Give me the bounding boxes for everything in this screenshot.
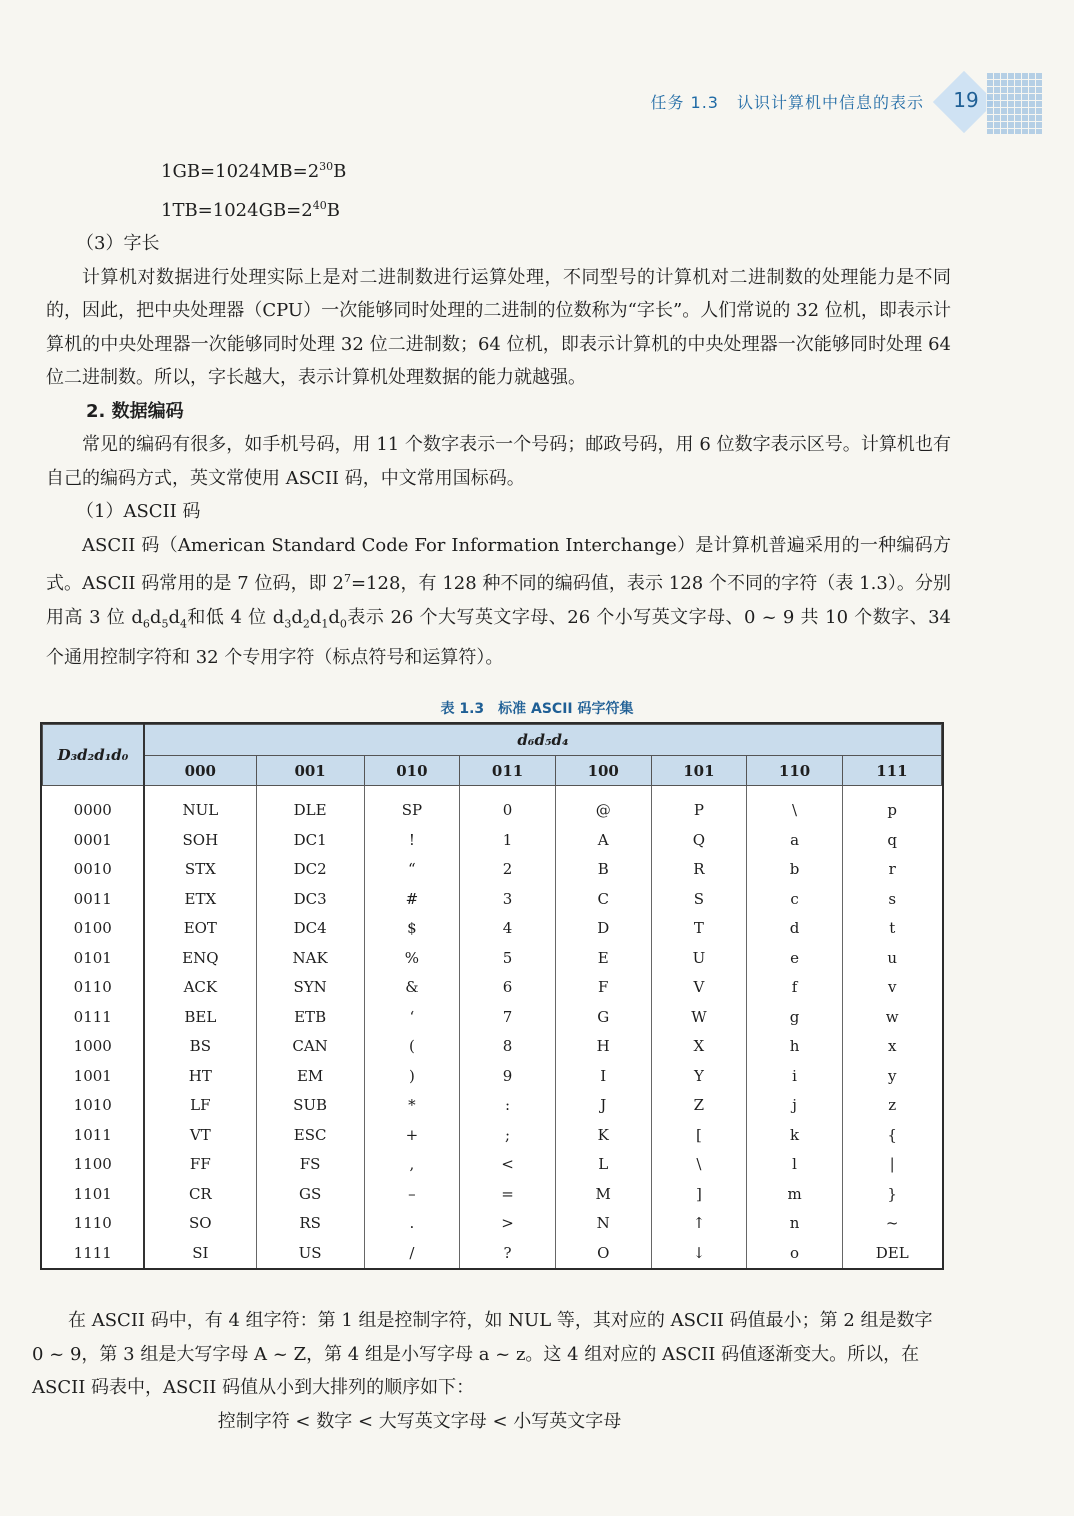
table-cell: ↑	[651, 1209, 747, 1238]
table-cell: h	[747, 1032, 843, 1061]
table-cell: “	[364, 855, 460, 884]
table-cell: D	[555, 914, 651, 943]
row-code-cell: 0001	[43, 826, 145, 855]
table-cell: \	[651, 1150, 747, 1179]
table-cell: V	[651, 973, 747, 1002]
table-cell: EOT	[144, 914, 256, 943]
row-code-cell: 1010	[43, 1091, 145, 1120]
table-cell: L	[555, 1150, 651, 1179]
table-cell: w	[842, 1003, 941, 1032]
table-cell: g	[747, 1003, 843, 1032]
table-cell: ~	[842, 1209, 941, 1238]
row-code-cell: 0000	[43, 786, 145, 826]
table-cell: >	[460, 1209, 556, 1238]
row-code-cell: 0010	[43, 855, 145, 884]
table-cell: 8	[460, 1032, 556, 1061]
row-code-cell: 0101	[43, 944, 145, 973]
table-cell: J	[555, 1091, 651, 1120]
table-cell: b	[747, 855, 843, 884]
table-cell: (	[364, 1032, 460, 1061]
table-cell: i	[747, 1062, 843, 1091]
table-cell: 0	[460, 786, 556, 826]
table-row	[43, 1062, 942, 1091]
table-row	[43, 1091, 942, 1120]
table-cell: \	[747, 786, 843, 826]
table-cell: Z	[651, 1091, 747, 1120]
table-cell: SOH	[144, 826, 256, 855]
table-cell: ;	[460, 1121, 556, 1150]
table-cell: y	[842, 1062, 941, 1091]
row-code-cell: 0111	[43, 1003, 145, 1032]
table-cell: W	[651, 1003, 747, 1032]
table-cell: K	[555, 1121, 651, 1150]
table-cell: l	[747, 1150, 843, 1179]
table-cell: US	[256, 1238, 364, 1268]
table-cell: =	[460, 1179, 556, 1208]
table-cell: A	[555, 826, 651, 855]
table-cell: ETB	[256, 1003, 364, 1032]
table-cell: q	[842, 826, 941, 855]
row-code-cell: 1001	[43, 1062, 145, 1091]
table-cell: 5	[460, 944, 556, 973]
table-cell: 6	[460, 973, 556, 1002]
table-cell: e	[747, 944, 843, 973]
table-row	[43, 973, 942, 1002]
table-cell: B	[555, 855, 651, 884]
column-header: 111	[842, 756, 941, 786]
table-cell: [	[651, 1121, 747, 1150]
table-cell: I	[555, 1062, 651, 1091]
table-cell: U	[651, 944, 747, 973]
table-cell: S	[651, 885, 747, 914]
table-cell: ]	[651, 1179, 747, 1208]
paragraph-encoding: 常见的编码有很多，如手机号码，用 11 个数字表示一个号码；邮政号码，用 6 位数字表示区号。计算机也有自己的编码方式，英文常使用 ASCII 码，中文常用国标码。	[46, 434, 951, 489]
table-cell: v	[842, 973, 941, 1002]
table-cell: &	[364, 973, 460, 1002]
table-caption: 表 1.3 标准 ASCII 码字符集	[440, 701, 634, 717]
table-cell: BEL	[144, 1003, 256, 1032]
table-cell: H	[555, 1032, 651, 1061]
table-cell: 2	[460, 855, 556, 884]
table-cell: CAN	[256, 1032, 364, 1061]
table-cell: X	[651, 1032, 747, 1061]
table-cell: }	[842, 1179, 941, 1208]
table-cell: ACK	[144, 973, 256, 1002]
grid-pattern-icon	[986, 72, 1042, 134]
table-cell: !	[364, 826, 460, 855]
table-cell: +	[364, 1121, 460, 1150]
table-cell: 9	[460, 1062, 556, 1091]
table-cell: p	[842, 786, 941, 826]
table-cell: VT	[144, 1121, 256, 1150]
table-cell: ,	[364, 1150, 460, 1179]
table-cell: N	[555, 1209, 651, 1238]
column-header: 010	[364, 756, 460, 786]
table-cell: EM	[256, 1062, 364, 1091]
table-cell: 1	[460, 826, 556, 855]
table-row	[43, 1150, 942, 1179]
row-code-cell: 1110	[43, 1209, 145, 1238]
table-cell: n	[747, 1209, 843, 1238]
table-cell: SUB	[256, 1091, 364, 1120]
table-cell: G	[555, 1003, 651, 1032]
table-row	[43, 1003, 942, 1032]
column-header: 110	[747, 756, 843, 786]
paragraph-wordlength: 计算机对数据进行处理实际上是对二进制数进行运算处理，不同型号的计算机对二进制数的处理能力是不同的，因此，把中央处理器（CPU）一次能够同时处理的二进制的位数称为“字长”。人们常说的 32 位机，即表示计算机的中央处理器一次能够同时处理 32 位二进制数；64 位机，即表示计算机的中央处理器一次能够同时处理 64 位二进制数。所以，字长越大，表示计算机处理数据的能力就越强。	[46, 266, 951, 388]
column-header: 100	[555, 756, 651, 786]
table-cell: f	[747, 973, 843, 1002]
closing-text	[32, 1304, 937, 1438]
table-cell: NAK	[256, 944, 364, 973]
row-code-cell: 0100	[43, 914, 145, 943]
table-cell: DC2	[256, 855, 364, 884]
table-cell: @	[555, 786, 651, 826]
table-cell: u	[842, 944, 941, 973]
row-code-cell: 1000	[43, 1032, 145, 1061]
page-number: 19	[953, 88, 979, 112]
table-cell: FF	[144, 1150, 256, 1179]
row-code-cell: 1111	[43, 1238, 145, 1268]
table-cell: ?	[460, 1238, 556, 1268]
table-row	[43, 1238, 942, 1268]
table-cell: –	[364, 1179, 460, 1208]
table-cell: M	[555, 1179, 651, 1208]
table-cell: P	[651, 786, 747, 826]
column-header: 001	[256, 756, 364, 786]
table-cell: {	[842, 1121, 941, 1150]
table-cell: DC4	[256, 914, 364, 943]
table-cell: DC1	[256, 826, 364, 855]
table-cell: x	[842, 1032, 941, 1061]
column-header: 011	[460, 756, 556, 786]
table-row	[43, 1032, 942, 1061]
table-cell: t	[842, 914, 941, 943]
table-cell: |	[842, 1150, 941, 1179]
table-cell: SO	[144, 1209, 256, 1238]
table-cell: ↓	[651, 1238, 747, 1268]
table-cell: s	[842, 885, 941, 914]
table-cell: F	[555, 973, 651, 1002]
table-cell: DLE	[256, 786, 364, 826]
row-code-cell: 0011	[43, 885, 145, 914]
table-cell: RS	[256, 1209, 364, 1238]
table-row	[43, 944, 942, 973]
table-cell: DEL	[842, 1238, 941, 1268]
table-cell: r	[842, 855, 941, 884]
table-row	[43, 885, 942, 914]
table-cell: :	[460, 1091, 556, 1120]
table-cell: 3	[460, 885, 556, 914]
table-cell: a	[747, 826, 843, 855]
table-cell: ESC	[256, 1121, 364, 1150]
paragraph-ascii: ASCII 码（American Standard Code For Information Interchange）是计算机普遍采用的一种编码方式。ASCII 码常用的是 7 位码，即 $2^7=128$，有 128 种不同的编码值，表示 128 个不同的字符（表 1.3）。分别用高 3 位 $d_6d_5d_4$和低 4 位 $d_3d_2d_1d_0$表示 26 个大写英文字母、26 个小写英文字母、0 ~ 9 共 10 个数字、34 个通用控制字符和 32 个专用字符（标点符号和运算符）。	[46, 534, 952, 668]
table-row	[43, 1179, 942, 1208]
table-cell: 4	[460, 914, 556, 943]
task-label: 任务 1.3	[650, 93, 719, 112]
row-code-cell: 1100	[43, 1150, 145, 1179]
table-cell: Y	[651, 1062, 747, 1091]
table-row	[43, 914, 942, 943]
table-cell: NUL	[144, 786, 256, 826]
table-cell: j	[747, 1091, 843, 1120]
table-cell: HT	[144, 1062, 256, 1091]
row-header-label: D₃d₂d₁d₀	[43, 725, 145, 786]
table-row	[43, 855, 942, 884]
table-row	[43, 826, 942, 855]
section-heading-wordlength: （3）字长	[76, 233, 160, 254]
table-cell: c	[747, 885, 843, 914]
table-row	[43, 786, 942, 826]
table-cell: STX	[144, 855, 256, 884]
table-cell: BS	[144, 1032, 256, 1061]
column-header: 101	[651, 756, 747, 786]
table-cell: /	[364, 1238, 460, 1268]
row-code-cell: 1101	[43, 1179, 145, 1208]
table-row	[43, 1121, 942, 1150]
table-cell: ‘	[364, 1003, 460, 1032]
table-cell: m	[747, 1179, 843, 1208]
formula-tb: $1TB=1024GB=2^{40}B$	[161, 198, 340, 221]
table-cell: d	[747, 914, 843, 943]
table-cell: o	[747, 1238, 843, 1268]
table-cell: C	[555, 885, 651, 914]
table-cell: .	[364, 1209, 460, 1238]
table-cell: 7	[460, 1003, 556, 1032]
table-cell: E	[555, 944, 651, 973]
ascii-table	[40, 722, 944, 1270]
table-cell: FS	[256, 1150, 364, 1179]
table-row	[43, 1209, 942, 1238]
table-cell: DC3	[256, 885, 364, 914]
table-cell: R	[651, 855, 747, 884]
page-header	[0, 60, 1074, 140]
table-cell: <	[460, 1150, 556, 1179]
table-cell: $	[364, 914, 460, 943]
body-text	[46, 150, 951, 674]
row-code-cell: 0110	[43, 973, 145, 1002]
task-title: 认识计算机中信息的表示	[736, 93, 924, 112]
section-heading-ascii: （1）ASCII 码	[76, 501, 201, 522]
table-cell: z	[842, 1091, 941, 1120]
table-cell: *	[364, 1091, 460, 1120]
table-cell: O	[555, 1238, 651, 1268]
row-code-cell: 1011	[43, 1121, 145, 1150]
column-header: 000	[144, 756, 256, 786]
table-cell: CR	[144, 1179, 256, 1208]
table-cell: SP	[364, 786, 460, 826]
table-cell: GS	[256, 1179, 364, 1208]
table-cell: %	[364, 944, 460, 973]
formula-gb: $1GB=1024MB=2^{30}B$	[161, 160, 347, 182]
table-cell: T	[651, 914, 747, 943]
table-cell: SI	[144, 1238, 256, 1268]
running-title	[632, 90, 924, 113]
paragraph-order: 在 ASCII 码中，有 4 组字符：第 1 组是控制字符，如 NUL 等，其对应的 ASCII 码值最小；第 2 组是数字 0 ~ 9，第 3 组是大写字母 A ~ Z，第 4 组是小写字母 a ~ z。这 4 组对应的 ASCII 码值逐渐变大。所以，在 ASCII 码表中，ASCII 码值从小到大排列的顺序如下：	[32, 1310, 933, 1398]
table-cell: k	[747, 1121, 843, 1150]
section-heading-encoding: 2. 数据编码	[86, 400, 184, 422]
table-cell: ETX	[144, 885, 256, 914]
table-cell: )	[364, 1062, 460, 1091]
table-cell: LF	[144, 1091, 256, 1120]
page-number-badge	[934, 70, 1044, 140]
table-cell: Q	[651, 826, 747, 855]
order-line: 控制字符 < 数字 < 大写英文字母 < 小写英文字母	[217, 1410, 622, 1432]
column-group-label: d₆d₅d₄	[144, 725, 942, 756]
table-cell: SYN	[256, 973, 364, 1002]
table-cell: ENQ	[144, 944, 256, 973]
table-cell: #	[364, 885, 460, 914]
